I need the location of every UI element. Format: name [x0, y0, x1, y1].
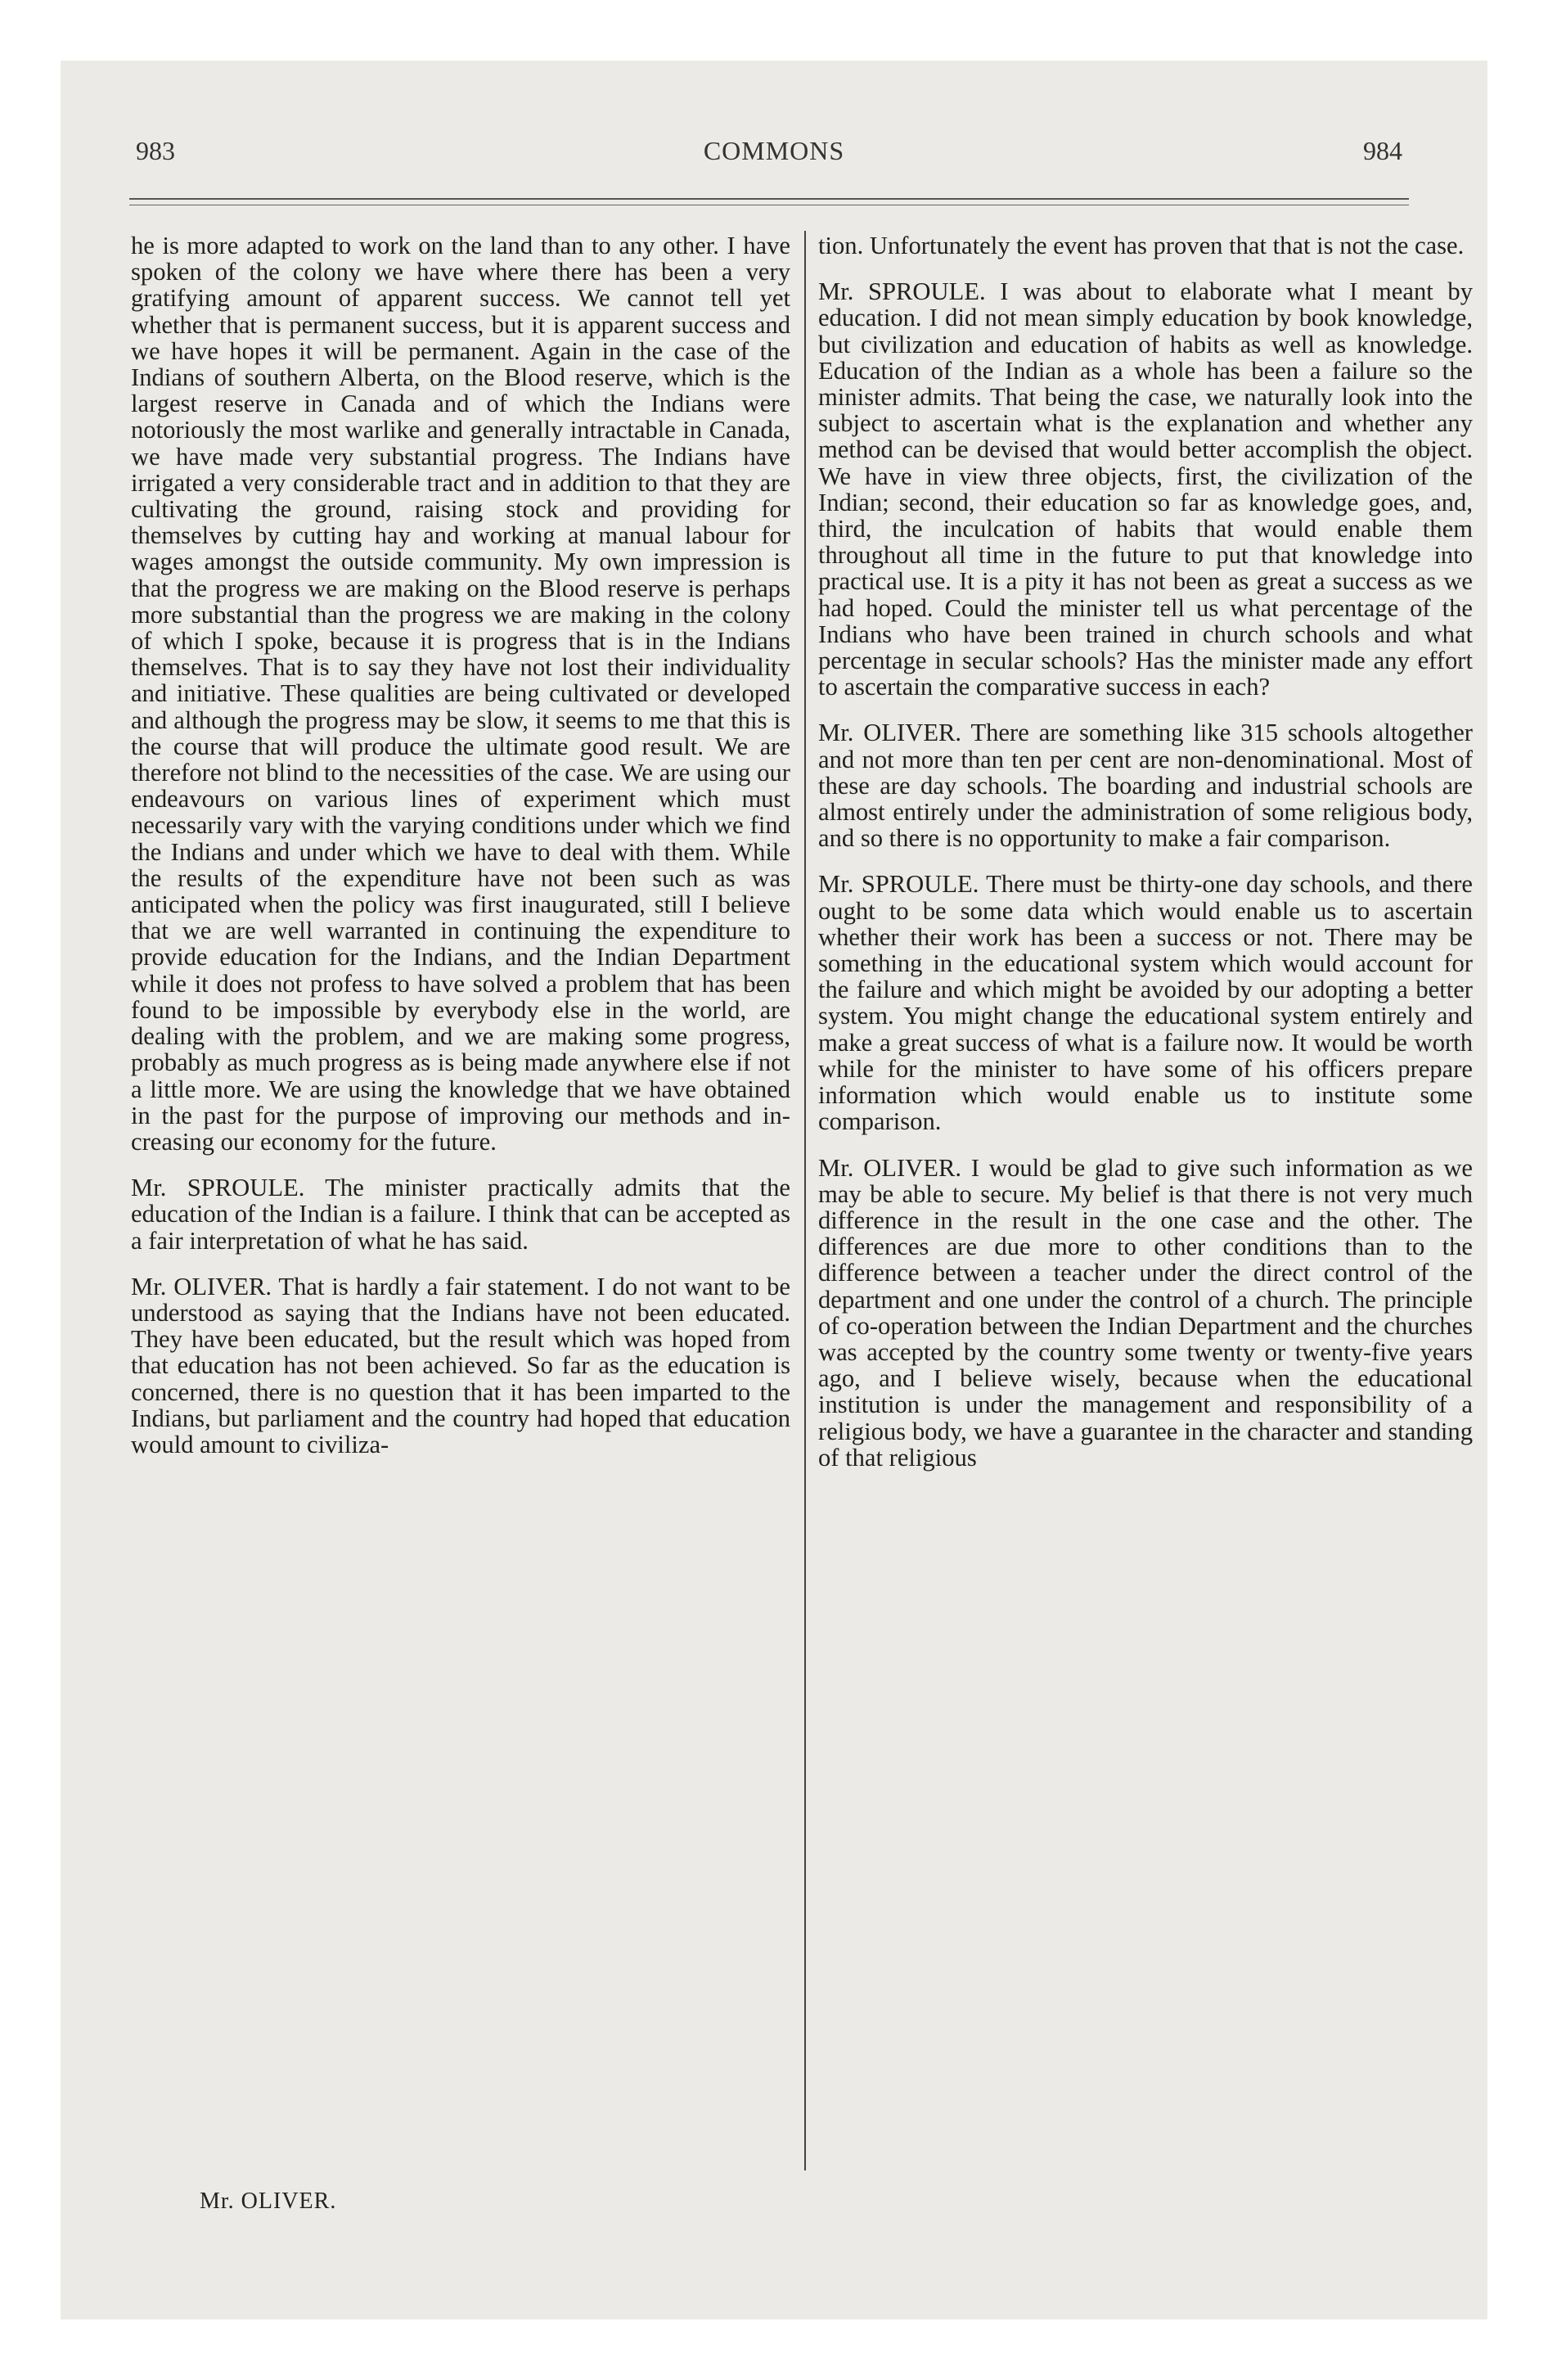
right-paragraph-3: Mr. OLIVER. There are something like 315 schools altogether and not more than ten per cent are non-denominational. Most of these are day schools. The boarding and industrial schools are almost entirely under the administration of some religious body, and so there is no opportunity to make a fair comparison. — [818, 719, 1473, 853]
left-paragraph-1: he is more adapted to work on the land than to any other. I have spoken of the colony we have where there has been a very gratifying amount of apparent success. We cannot tell yet whether that is permanent success, but it is apparent success and we have hopes it will be permanent. Again in the case of the Indians of southern Alberta, on the Blood reserve, which is the largest reserve in Canada and of which the Indians were notoriously the most warlike and generally intractable in Canada, we have made very substantial progress. The Indians have irrigated a very considerable tract and in addition to that they are cultivating the ground, raising stock and providing for themselves by cutting hay and working at manual labour for wages amongst the outside community. My own impression is that the progress we are making on the Blood reserve is perhaps more substantial than the progress we are making in the colony of which I spoke, because it is progress that is in the Indians themselves. That is to say they have not lost their individuality and initiative. These qualities are being cultivated or developed and although the progress may be slow, it seems to me that this is the course that will produce the ultimate good result. We are therefore not blind to the necessities of the case. We are using our endeavours on various lines of experiment which must necessarily vary with the varying conditions under which we find the Indians and under which we have to deal with them. While the results of the expenditure have not been such as was anticipated when the policy was first inaugurated, still I believe that we are well warranted in continuing the expenditure to provide education for the Indians, and the Indian Department while it does not profess to have solved a problem that has been found to be impossible by everybody else in the world, are dealing with the problem, and we are making some progress, probably as much progress as is being made anywhere else if not a little more. We are using the knowledge that we have obtained in the past for the purpose of improving our methods and increasing our economy for the future. — [131, 232, 790, 1156]
left-paragraph-2: Mr. SPROULE. The minister practically admits that the education of the Indian is a failure. I think that can be accepted as a fair interpretation of what he has said. — [131, 1174, 790, 1255]
page-sheet — [61, 61, 1487, 2319]
right-paragraph-5: Mr. OLIVER. I would be glad to give such information as we may be able to secure. My belief is that there is not very much difference in the result in the one case and the other. The differences are due more to other conditions than to the difference between a teacher under the direct control of the department and one under the control of a church. The principle of co-operation between the Indian Department and the churches was accepted by the country some twenty or twenty-five years ago, and I believe wisely, because when the educational institution is under the management and responsibility of a religious body, we have a guarantee in the character and standing of that religious — [818, 1153, 1473, 1472]
page-title: COMMONS — [703, 136, 845, 165]
right-paragraph-1: tion. Unfortunately the event has proven that that is not the case. — [818, 232, 1465, 259]
right-paragraph-2: Mr. SPROULE. I was about to elaborate what I meant by education. I did not mean simply education by book knowledge, but civilization and education of habits as well as knowledge. Education of the Indian as a whole has been a failure so the minister admits. That being the case, we naturally look into the subject to ascertain what is the explanation and whether any method can be devised that would better accomplish the object. We have in view three objects, first, the civilization of the Indian; second, their education so far as knowledge goes, and, third, the inculcation of habits that would enable them throughout all time in the future to put that knowledge into practical use. It is a pity it has not been as great a success as we had hoped. Could the minister tell us what percentage of the Indians who have been trained in church schools and what percentage in secular schools? Has the minister made any effort to ascertain the comparative success in each? — [818, 277, 1473, 701]
speaker-signature: Mr. OLIVER. — [200, 2188, 337, 2214]
left-paragraph-3: Mr. OLIVER. That is hardly a fair statement. I do not want to be understood as saying that the Indians have not been educated. They have been educated, but the result which was hoped from that education has not been achieved. So far as the education is concerned, there is no question that it has been imparted to the Indians, but parliament and the country had hoped that education would amount to civiliza- — [131, 1272, 790, 1458]
header-rule-top — [129, 198, 1409, 200]
page-header — [61, 136, 1487, 177]
column-divider — [804, 231, 806, 2170]
page-number-right: 984 — [1363, 136, 1402, 165]
right-column — [818, 232, 1473, 1471]
left-column — [131, 232, 790, 1458]
right-paragraph-4: Mr. SPROULE. There must be thirty-one day schools, and there ought to be some data which would enable us to ascertain whether their work has been a success or not. There may be something in the educational system which would account for the failure and which might be avoided by our adopting a better system. You might change the educational system entirely and make a great success of what is a failure now. It would be worth while for the minister to have some of his officers prepare information which would enable us to institute some comparison. — [818, 870, 1473, 1136]
page-number-left: 983 — [136, 136, 175, 165]
